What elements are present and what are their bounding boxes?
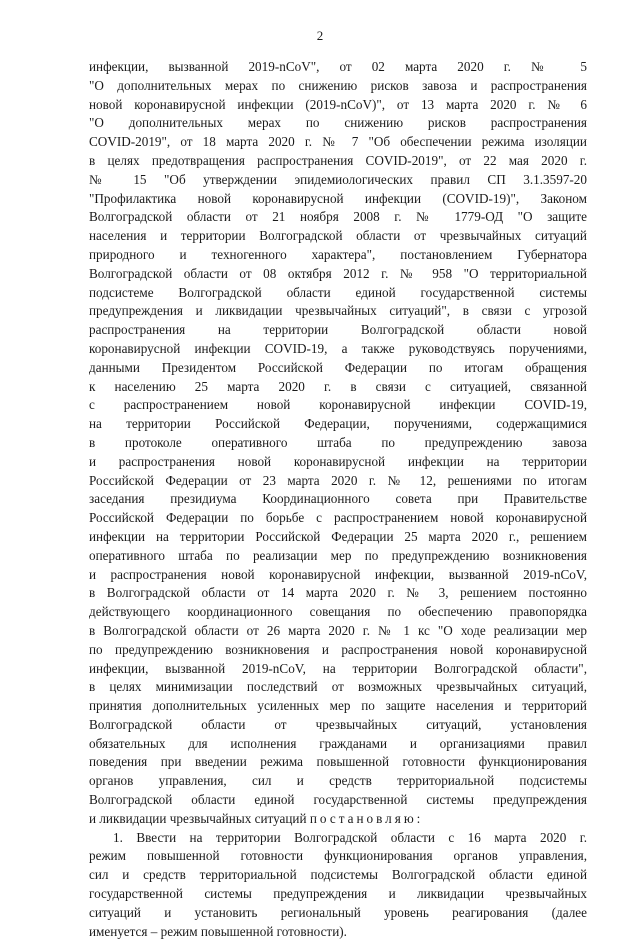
- text-line: Волгоградской области от чрезвычайных ситуаций, установления: [89, 716, 587, 732]
- text-line: по предупреждению возникновения и распространения новой коронавирусной: [89, 641, 587, 657]
- text-line: органов управления, сил и средств территориальной подсистемы: [89, 773, 587, 789]
- resolution-word: постановляю:: [309, 810, 424, 826]
- text-line: принятия дополнительных усиленных мер по защите населения и территорий: [89, 698, 587, 714]
- text-line: действующего координационного совещания по обеспечению правопорядка: [89, 604, 587, 620]
- text-line: Российской Федерации по борьбе с распространением новой коронавирусной: [89, 510, 587, 526]
- text-line: данными Президентом Российской Федерации по итогам обращения: [89, 359, 587, 375]
- text-line: в Волгоградской области от 26 марта 2020 г. № 1 кс "О ходе реализации мер: [89, 622, 587, 638]
- text-line: сил и средств территориальной подсистемы Волгоградской области единой: [89, 867, 587, 883]
- text-line: заседания президиума Координационного совета при Правительстве: [89, 491, 587, 507]
- paragraph-clause-1: [89, 829, 587, 941]
- text-line: новой коронавирусной инфекции (2019-nCoV)", от 13 марта 2020 г. № 6: [89, 96, 587, 112]
- text-line: оперативного штаба по реализации мер по предупреждению возникновения: [89, 547, 587, 563]
- text-line: поведения при введении режима повышенной готовности функционирования: [89, 754, 587, 770]
- text-line: распространения на территории Волгоградской области новой: [89, 322, 587, 338]
- page-number: 2: [316, 28, 324, 43]
- text-line: № 15 "Об утверждении эпидемиологических правил СП 3.1.3597-20: [89, 171, 587, 187]
- paragraph-preamble: [89, 58, 587, 810]
- text-line: инфекции, вызванной 2019-nCoV", от 02 марта 2020 г. № 5: [89, 59, 587, 74]
- text-line: инфекции на территории Российской Федерации 25 марта 2020 г., решением: [89, 528, 587, 544]
- text-line: в целях минимизации последствий от возможных чрезвычайных ситуаций,: [89, 679, 587, 695]
- text-line: в Волгоградской области от 14 марта 2020 г. № 3, решением постоянно: [89, 585, 587, 601]
- text-line: "О дополнительных мерах по снижению рисков завоза и распространения: [89, 77, 587, 93]
- text-line: обязательных для исполнения гражданами и организациями правил: [89, 735, 587, 751]
- text-line: именуется – режим повышенной готовности).: [89, 923, 347, 939]
- text-line: "О дополнительных мерах по снижению рисков распространения: [89, 115, 587, 131]
- text-line: населения и территории Волгоградской области от чрезвычайных ситуаций: [89, 228, 587, 244]
- text-line: с распространением новой коронавирусной инфекции COVID-19,: [89, 397, 587, 413]
- text-line: Волгоградской области от 21 ноября 2008 г. № 1779-ОД "О защите: [89, 209, 587, 225]
- text-line: природного и техногенного характера", постановлением Губернатора: [89, 246, 587, 262]
- text-line: "Профилактика новой коронавирусной инфекции (COVID-19)", Законом: [89, 190, 587, 206]
- text-line: Волгоградской области единой государственной системы предупреждения: [89, 792, 587, 808]
- text-line: коронавирусной инфекции COVID-19, а также руководствуясь поручениями,: [89, 340, 587, 356]
- text-line: и распространения новой коронавирусной инфекции, вызванной 2019-nCoV,: [89, 566, 587, 582]
- text-line: инфекции, вызванной 2019-nCoV, на территории Волгоградской области",: [89, 660, 587, 676]
- text-line: и распространения новой коронавирусной инфекции на территории: [89, 453, 587, 469]
- text-line: COVID-2019", от 18 марта 2020 г. № 7 "Об обеспечении режима изоляции: [89, 134, 587, 150]
- text-line: предупреждения и ликвидации чрезвычайных ситуаций", в связи с угрозой: [89, 303, 587, 319]
- text-line: в целях предотвращения распространения COVID-2019", от 22 мая 2020 г.: [89, 152, 587, 168]
- text-line: Российской Федерации от 23 марта 2020 г. № 12, решениями по итогам: [89, 472, 587, 488]
- document-body: [89, 58, 587, 941]
- final-line-text: и ликвидации чрезвычайных ситуаций: [89, 810, 310, 826]
- text-line: ситуаций и установить региональный уровень реагирования (далее: [89, 904, 587, 920]
- text-line: в протоколе оперативного штаба по предупреждению завоза: [89, 434, 587, 450]
- text-line: подсистеме Волгоградской области единой государственной системы: [89, 284, 587, 300]
- text-line: на территории Российской Федерации, поручениями, содержащимися: [89, 416, 587, 432]
- paragraph-preamble-final-line: [89, 810, 587, 829]
- text-line: к населению 25 марта 2020 г. в связи с ситуацией, связанной: [89, 378, 587, 394]
- text-line: государственной системы предупреждения и ликвидации чрезвычайных: [89, 886, 587, 902]
- text-line: 1. Ввести на территории Волгоградской области с 16 марта 2020 г.: [113, 829, 587, 845]
- text-line: Волгоградской области от 08 октября 2012 г. № 958 "О территориальной: [89, 265, 587, 281]
- text-line: режим повышенной готовности функционирования органов управления,: [89, 848, 587, 864]
